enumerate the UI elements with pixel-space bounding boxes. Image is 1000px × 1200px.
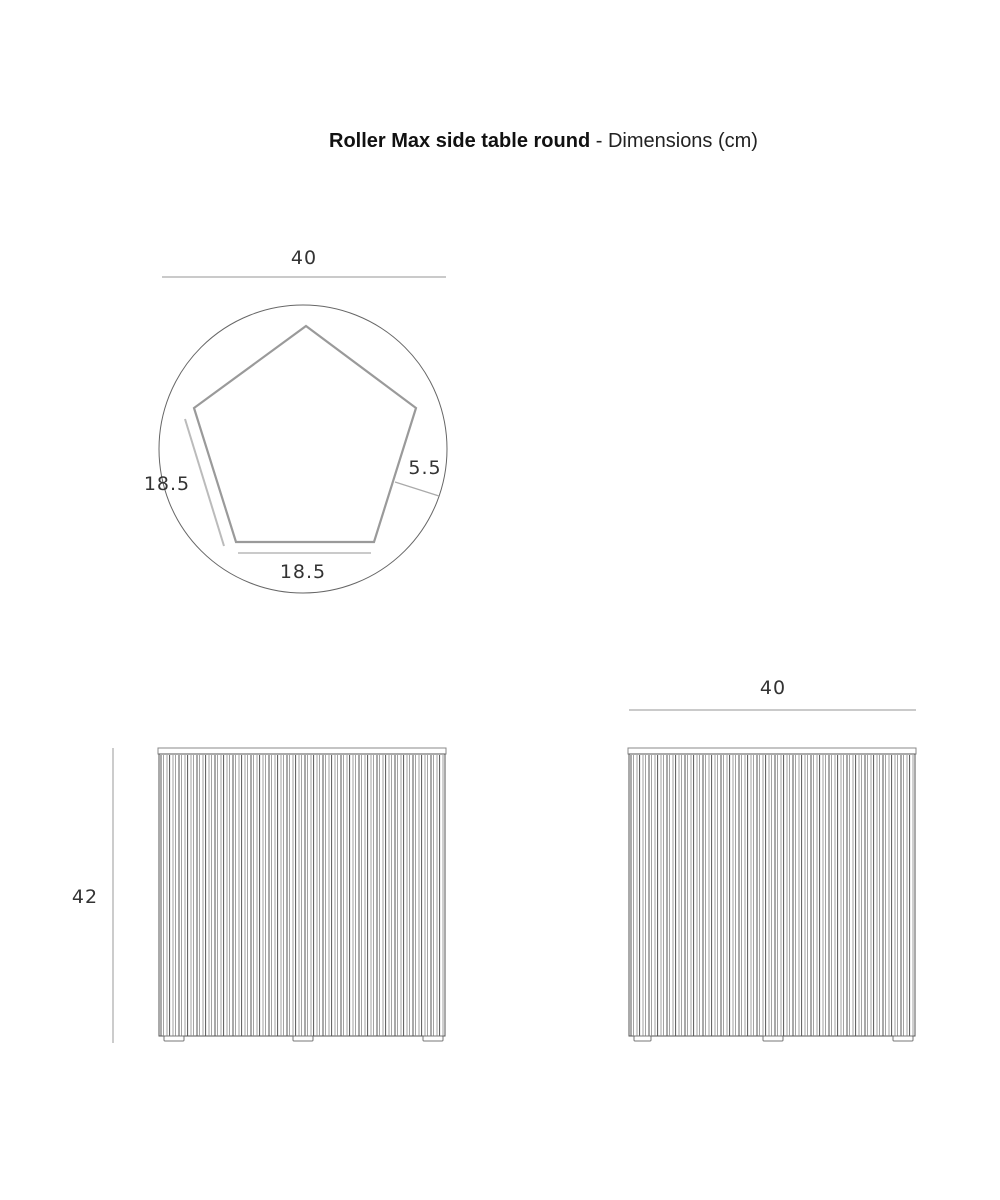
pentagon-opening — [194, 326, 416, 542]
side-foot-right — [893, 1036, 913, 1041]
side-view — [628, 677, 916, 1041]
side-tabletop — [628, 748, 916, 754]
side-foot-left — [634, 1036, 651, 1041]
title-suffix: - Dimensions (cm) — [595, 130, 758, 152]
product-name: Roller Max side table round — [329, 130, 591, 152]
gap-dimension-line — [395, 482, 439, 496]
front-ribs — [161, 755, 443, 1036]
front-foot-right — [423, 1036, 443, 1041]
side-width-label: 40 — [759, 677, 787, 699]
side-foot-center — [763, 1036, 783, 1041]
front-foot-left — [164, 1036, 184, 1041]
gap-label: 5.5 — [408, 457, 442, 479]
front-tabletop — [158, 748, 446, 754]
top-view — [144, 247, 447, 593]
height-label: 42 — [71, 886, 99, 908]
front-view — [72, 748, 446, 1043]
side-label: 18.5 — [143, 473, 191, 495]
top-width-label: 40 — [290, 247, 318, 269]
side-body — [629, 754, 915, 1036]
front-foot-center — [293, 1036, 313, 1041]
bottom-label: 18.5 — [279, 561, 327, 583]
